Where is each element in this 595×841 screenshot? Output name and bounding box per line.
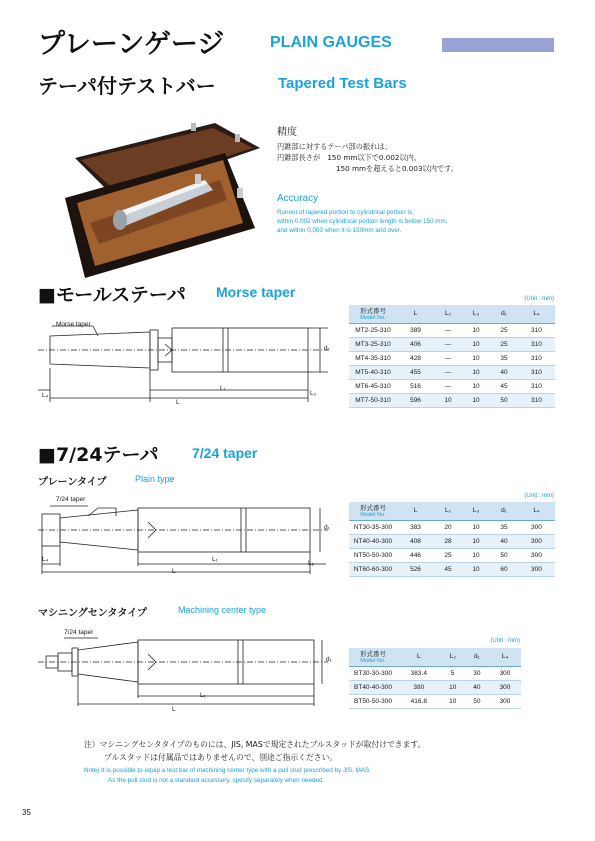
plain-dim-l4: L₄ — [42, 556, 49, 563]
table-row: MT5-40-310 455 — 10 40 310 — [349, 365, 555, 379]
page-title-jp: プレーンゲージ — [38, 29, 225, 60]
machining-dim-l: L — [172, 706, 176, 713]
title-accent-bar — [442, 38, 554, 52]
product-photo — [55, 118, 265, 288]
table-row: BT30-30-300 383.4 5 30 300 — [349, 666, 521, 680]
table-row: MT4-35-310 428 — 10 35 310 — [349, 351, 555, 365]
plain-type-jp: プレーンタイプ — [38, 477, 107, 488]
page-title-en: PLAIN GAUGES — [270, 34, 392, 51]
machining-dim-l1: L₁ — [200, 692, 206, 699]
table-row: MT3-25-310 406 — 10 25 310 — [349, 337, 555, 351]
machining-table: 形式番号 Model No. L L₃ d₁ L₄ BT30-30-300 383.4 5 30 300 BT40-40-300 380 10 40 300 BT50-50-300 416.8 10 50 300 — [349, 648, 521, 709]
morse-heading-en: Morse taper — [216, 284, 296, 300]
note-jp-line2: プルスタッドは付属品ではありませんので、別途ご指示ください。 — [104, 753, 338, 762]
plain-dim-d1: d₁ — [324, 524, 330, 531]
morse-unit: (Unit : mm) — [524, 296, 554, 302]
taper724-heading-en: 7/24 taper — [192, 445, 258, 461]
plain-dim-l1: L₁ — [212, 556, 218, 563]
machining-unit: (Unit : mm) — [490, 638, 520, 644]
plain-type-drawing — [38, 500, 338, 580]
note-en-line2: As the pull stud is not a standard accessory, specify separately when needed. — [108, 777, 325, 784]
plain-dim-l2: L₂ — [308, 560, 315, 567]
machining-taper-label: 7/24 taper — [64, 629, 94, 636]
subtitle-jp: テーパ付テストバー — [38, 74, 216, 98]
note-en-line1: Note) It is possible to equip a test bar of machining center type with a pull stud prescribed by JIS, MAS. — [84, 767, 372, 774]
plain-taper-label: 7/24 taper — [56, 496, 86, 503]
morse-taper-label: Morse taper — [56, 321, 91, 328]
machining-dim-d1: d₁ — [326, 656, 332, 663]
table-row: MT7-50-310 596 10 10 50 310 — [349, 393, 555, 407]
morse-drawing — [38, 320, 338, 410]
morse-dim-l: L — [176, 399, 180, 406]
morse-dim-l2: L₂ — [310, 390, 317, 397]
machining-drawing — [38, 634, 338, 714]
accuracy-body-en: Runout of tapered portion to cylindrical portion is within 0.002 when cylindrical portion length is below 150 mm, and within 0.003 when it is 150mm and over. — [277, 209, 448, 234]
accuracy-body-jp: 円錐部に対するテーパ部の振れは、 円錐部長さが 150 mm以下で0.002以内、 150 mmを超えると0.003以内です。 — [277, 142, 458, 173]
taper724-unit: (Unit : mm) — [524, 493, 554, 499]
table-row: BT50-50-300 416.8 10 50 300 — [349, 694, 521, 708]
machining-heading-en: Machining center type — [178, 605, 267, 615]
table-row: MT2-25-310 389 — 10 25 310 — [349, 323, 555, 337]
morse-dim-l1: L₁ — [220, 385, 226, 392]
subtitle-en: Tapered Test Bars — [278, 75, 407, 92]
table-row: MT6-45-310 516 — 10 45 310 — [349, 379, 555, 393]
morse-heading-jp: ■モールステーパ — [38, 284, 186, 306]
taper724-heading-jp: ■7/24テーパ — [38, 444, 159, 466]
taper724-table: 形式番号 Model No. L L₂ L₃ d₁ L₄ NT30-35-300 383 20 10 35 300 NT40-40-300 408 28 10 40 300 NT50-50-300 446 25 10 50 300 NT60-60-300 526 45 10 60 300 — [349, 502, 555, 577]
morse-dim-l4: L₄ — [42, 392, 49, 399]
machining-heading-jp: マシニングセンタタイプ — [38, 608, 147, 619]
table-row: NT30-35-300 383 20 10 35 300 — [349, 520, 555, 534]
plain-dim-l: L — [172, 568, 176, 575]
page-number: 35 — [22, 808, 31, 817]
accuracy-heading-en: Accuracy — [277, 193, 319, 204]
plain-type-en: Plain type — [135, 474, 175, 484]
accuracy-heading-jp: 精度 — [277, 127, 297, 138]
note-jp-line1: 注）マシニングセンタタイプのものには、JIS, MASで規定されたプルスタッドが取付けできます。 — [84, 740, 426, 749]
table-row: NT60-60-300 526 45 10 60 300 — [349, 562, 555, 576]
table-row: NT50-50-300 446 25 10 50 300 — [349, 548, 555, 562]
morse-dim-d1: d₁ — [324, 345, 330, 352]
morse-table: 形式番号 Model No. L L₂ L₃ d₁ L₄ MT2-25-310 389 — 10 25 310 MT3-25-310 406 — 10 25 310 MT4-35-310 428 — 10 35 310 MT5-40-310 455 — 10 40 310 MT6-45-310 516 — 10 45 310 MT7-50-310 596 10 10 50 310 — [349, 305, 555, 408]
table-row: BT40-40-300 380 10 40 300 — [349, 680, 521, 694]
table-row: NT40-40-300 408 28 10 40 300 — [349, 534, 555, 548]
